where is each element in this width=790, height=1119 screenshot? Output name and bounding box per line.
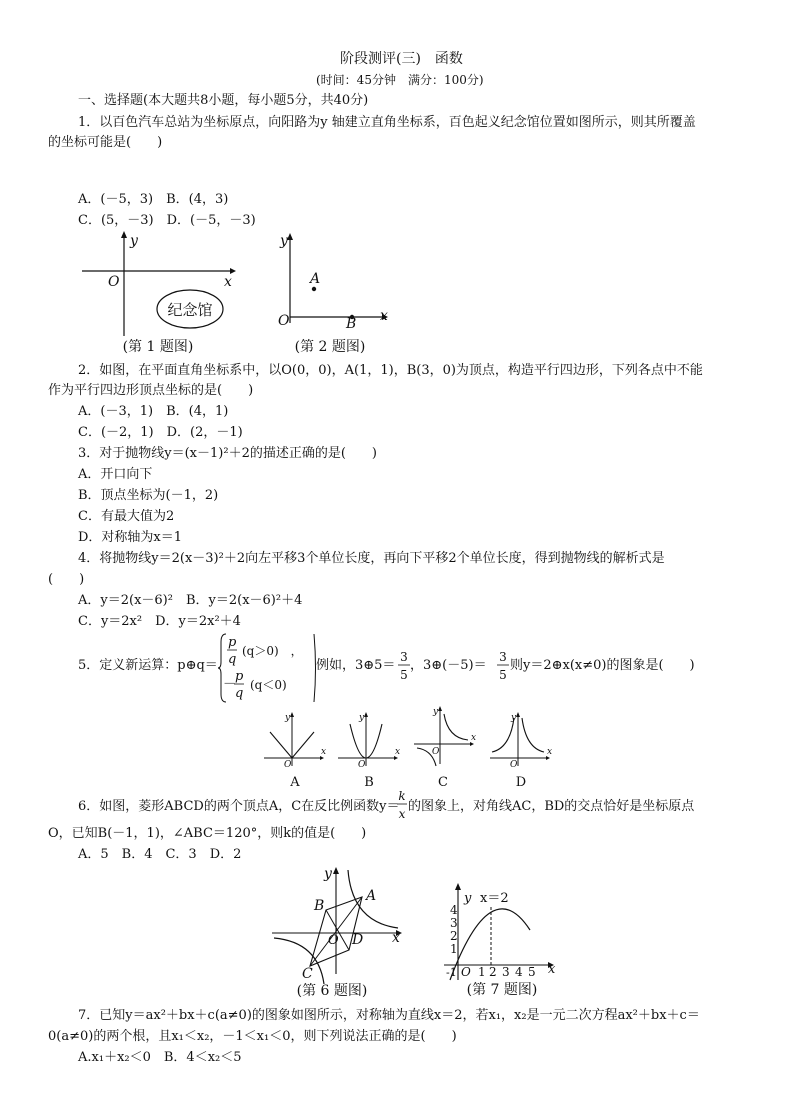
svg-text:k: k: [398, 789, 406, 803]
q5-case1-den: q: [228, 652, 237, 667]
svg-text:B: B: [314, 898, 325, 914]
svg-text:-1: -1: [446, 966, 457, 979]
svg-text:x＝2: x＝2: [480, 891, 509, 906]
q3-stem: 3．对于抛物线y＝(x－1)²＋2的描述正确的是( ): [78, 446, 377, 461]
svg-text:O: O: [284, 760, 292, 770]
q6-caption: (第 6 题图): [296, 983, 368, 999]
q1-origin-label: O: [108, 274, 120, 290]
q5-example: 例如，3⊕5＝: [316, 658, 396, 673]
svg-text:5: 5: [400, 668, 408, 682]
q1-caption: (第 1 题图): [122, 339, 194, 355]
q5-case1-num: p: [228, 635, 237, 650]
svg-text:y: y: [464, 891, 472, 906]
q2-point-a-label: A: [310, 271, 321, 287]
svg-text:D: D: [352, 932, 364, 948]
q2-origin-label: O: [278, 313, 290, 329]
q7-caption: (第 7 题图): [466, 982, 538, 998]
svg-text:x: x: [398, 807, 406, 821]
svg-text:y: y: [324, 866, 332, 882]
svg-text:5: 5: [499, 668, 507, 682]
q5-tail: 则y＝2⊕x(x≠0)的图象是( ): [510, 658, 695, 673]
q1-axis-y-label: y: [130, 233, 138, 249]
q5-graph-b: [338, 712, 400, 790]
q4-stem-line1: 4．将抛物线y＝2(x－3)²＋2向左平移3个单位长度，再向下平移2个单位长度，得到抛物线的解析式是: [78, 551, 665, 566]
q5-graph-d: [490, 712, 552, 790]
svg-text:O: O: [328, 933, 339, 948]
q5-graph-c: [414, 706, 476, 790]
svg-text:3: 3: [499, 650, 507, 664]
q5-case2-num: p: [235, 669, 244, 684]
q2-options-ab: A．(－3，1) B．(4，1): [78, 404, 229, 419]
svg-text:x: x: [471, 733, 477, 743]
svg-text:1: 1: [478, 965, 486, 979]
svg-text:x: x: [547, 747, 553, 757]
q2-stem-line2: 作为平行四边形顶点坐标的是( ): [48, 383, 254, 398]
q5-option-graphs: [262, 704, 552, 794]
svg-text:y: y: [433, 707, 439, 717]
q1-stem-line1: 1．以百色汽车总站为坐标原点，向阳路为y 轴建立直角坐标系，百色起义纪念馆位置如图所示，则其所覆盖: [78, 115, 696, 130]
q3-option-d: D．对称轴为x＝1: [78, 530, 183, 545]
svg-text:C: C: [302, 966, 313, 982]
svg-text:x: x: [321, 747, 327, 757]
q2-stem-line1: 2．如图，在平面直角坐标系中，以O(0，0)，A(1，1)，B(3，0)为顶点，构造平行四边形，下列各点中不能: [78, 363, 703, 378]
q4-stem-line2: ( ): [48, 572, 85, 587]
svg-text:3: 3: [450, 916, 458, 930]
q3-option-b: B．顶点坐标为(－1，2): [78, 488, 219, 503]
svg-text:x: x: [392, 930, 400, 946]
q6-stem-line1a: 6．如图，菱形ABCD的两个顶点A，C在反比例函数y＝: [78, 799, 400, 814]
svg-text:A: A: [366, 888, 377, 904]
q5-label-b: B: [364, 775, 374, 790]
svg-text:y: y: [359, 713, 365, 723]
q2-axis-x-label: x: [380, 308, 388, 324]
q2-point-b-label: B: [346, 316, 357, 332]
svg-text:y: y: [285, 713, 291, 723]
q5-graph-a: [264, 712, 326, 790]
q7-stem-line2: 0(a≠0)的两个根，且x₁＜x₂，－1＜x₁＜0，则下列说法正确的是( ): [48, 1029, 457, 1044]
svg-text:O: O: [510, 760, 518, 770]
q7-options: A.x₁＋x₂＜0 B．4＜x₂＜5: [78, 1050, 242, 1065]
svg-text:4: 4: [515, 965, 523, 979]
q5-label-a: A: [290, 775, 300, 790]
page-subtitle: (时间：45分钟 满分：100分): [316, 73, 484, 87]
q1-museum-label: 纪念馆: [167, 301, 213, 319]
svg-text:2: 2: [489, 965, 497, 979]
q2-figure: [270, 228, 400, 358]
section-heading: 一、选择题(本大题共8小题，每小题5分，共40分): [78, 93, 369, 108]
q4-options-ab: A．y＝2(x－6)² B．y＝2(x－6)²＋4: [78, 593, 303, 608]
q1-axis-x-label: x: [224, 274, 232, 290]
q2-caption: (第 2 题图): [294, 339, 366, 355]
q6-figure: [268, 862, 413, 1000]
q6-stem-line2: O，已知B(－1，1)，∠ABC＝120°，则k的值是( ): [48, 826, 367, 841]
q5-frac1: [397, 648, 411, 684]
svg-text:x: x: [548, 962, 556, 977]
q5-case2-den: q: [235, 686, 244, 701]
q1-figure: [80, 228, 250, 358]
q3-option-a: A．开口向下: [78, 467, 153, 482]
svg-text:5: 5: [528, 965, 536, 979]
svg-text:4: 4: [450, 903, 458, 917]
q5-prefix: 5．定义新运算：p⊕q＝: [78, 658, 218, 673]
q6-stem-line1b: 的图象上，对角线AC，BD的交点恰好是坐标原点: [408, 799, 695, 814]
q2-point-a: [312, 287, 316, 291]
q5-example2: ，3⊕(－5)＝: [410, 658, 487, 673]
q2-axis-y-label: y: [280, 233, 288, 249]
page-title: 阶段测评(三) 函数: [340, 51, 463, 67]
q1-options-cd: C．(5，－3) D．(－5，－3): [78, 213, 256, 228]
q6-kfrac: [396, 788, 408, 824]
svg-text:O: O: [461, 965, 471, 979]
q4-options-cd: C．y＝2x² D．y＝2x²＋4: [78, 614, 241, 629]
q1-stem-line2: 的坐标可能是( ): [48, 135, 163, 150]
svg-text:3: 3: [400, 650, 408, 664]
q6-options: A．5 B．4 C．3 D．2: [78, 847, 242, 862]
q7-stem-line1: 7．已知y＝ax²＋bx＋c(a≠0)的图象如图所示，对称轴为直线x＝2，若x₁，x₂是一元二次方程ax²＋bx＋c＝: [78, 1008, 700, 1023]
q7-figure: [440, 880, 570, 1000]
q5-case1-cond: (q＞0) ，: [242, 644, 303, 658]
q3-option-c: C．有最大值为2: [78, 509, 175, 524]
q1-options-ab: A．(－5，3) B．(4，3): [78, 192, 229, 207]
q5-piecewise: [218, 632, 318, 704]
q5-frac2: [496, 648, 510, 684]
svg-text:x: x: [395, 747, 401, 757]
svg-text:2: 2: [450, 929, 458, 943]
svg-text:y: y: [511, 713, 517, 723]
svg-text:1: 1: [450, 942, 458, 956]
q2-options-cd: C．(－2，1) D．(2，－1): [78, 425, 243, 440]
q5-case2-cond: (q＜0): [250, 678, 287, 692]
svg-text:3: 3: [502, 965, 510, 979]
q5-label-d: D: [515, 775, 527, 790]
q5-label-c: C: [438, 775, 448, 790]
svg-text:O: O: [358, 760, 366, 770]
svg-text:O: O: [432, 747, 440, 757]
q5-case2-minus: －: [223, 677, 237, 692]
